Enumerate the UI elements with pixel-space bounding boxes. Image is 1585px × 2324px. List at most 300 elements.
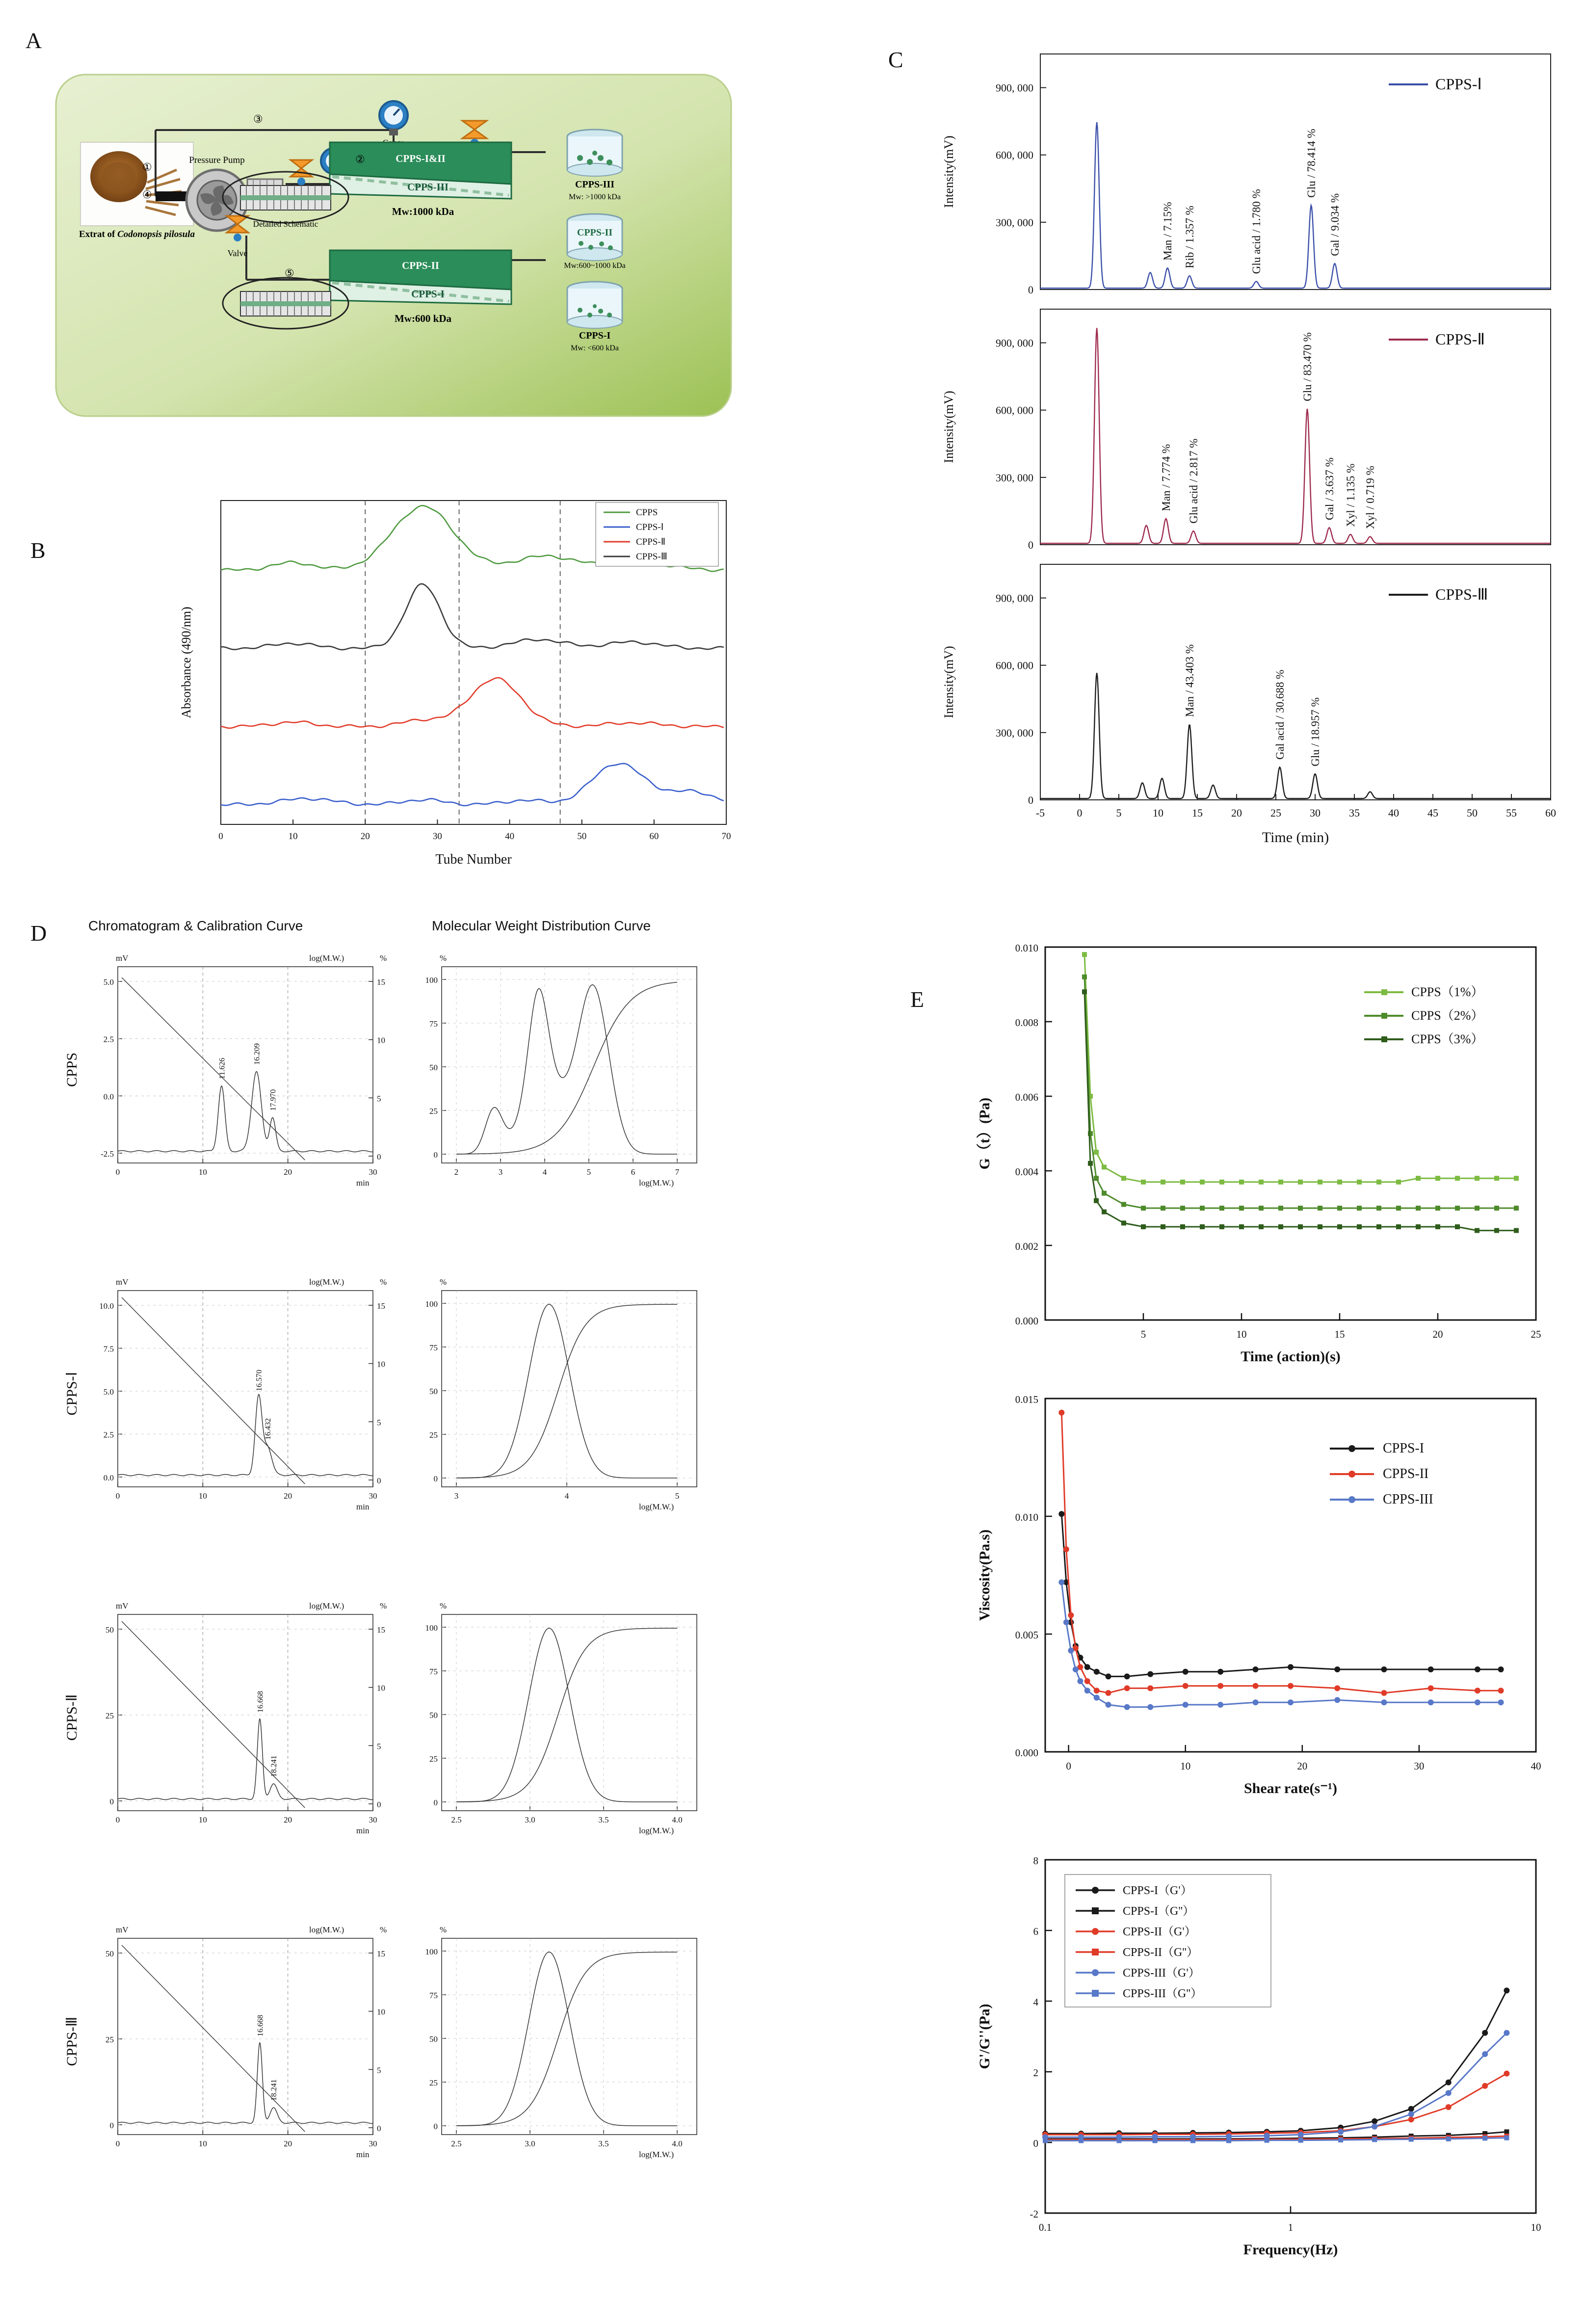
panel-a-extract-label: Extrat of Codonopsis pilosula [79,229,195,239]
panel-e-c2-ytick: 0.005 [1015,1629,1038,1641]
panel-d-left-frame-3 [118,1938,373,2135]
panel-d-right-ytick: 100 [425,1299,438,1309]
panel-c-legend-label: CPPS-Ⅱ [1435,330,1485,348]
panel-e-c2-marker [1106,1673,1111,1679]
panel-e-c2-marker [1498,1688,1504,1693]
panel-d-left-peak-label: 16.668 [256,2014,265,2036]
panel-e-c3-marker [1372,2118,1377,2124]
panel-e-c1-marker [1180,1180,1185,1185]
panel-e-c3-marker [1265,2138,1269,2143]
panel-e-c2-marker [1084,1688,1090,1693]
panel-e-c1-legend-label: CPPS（3%） [1411,1032,1484,1046]
panel-letter-a: A [26,28,42,53]
panel-e-c2-marker [1381,1690,1387,1696]
panel-d-left-ytick: 2.5 [103,1034,114,1044]
panel-e-c2-marker [1068,1648,1074,1654]
panel-e-c3-marker [1408,2111,1414,2117]
panel-d-left-xtick: 20 [284,1491,292,1501]
panel-e-c1-marker [1435,1206,1440,1211]
panel-e-c2-marker [1475,1666,1480,1672]
panel-e-c1-marker [1494,1228,1499,1233]
panel-e-c1-marker [1318,1224,1322,1229]
panel-d-left-xtick: 0 [115,1491,120,1501]
panel-c-peak-label: Rib / 1.357 % [1184,206,1196,268]
panel-e-c2-marker [1475,1688,1480,1693]
panel-e-c2-marker [1094,1669,1100,1675]
panel-e-c1-marker [1455,1176,1460,1181]
panel-c-xtick: 20 [1231,807,1242,819]
panel-d-right-ytick: 50 [429,1711,438,1720]
panel-e-c2-marker [1428,1685,1434,1691]
panel-e-c2-marker [1063,1546,1069,1552]
panel-d-left-y3unit-2: % [380,1601,387,1611]
panel-e-c1-ylabel: G（t）(Pa) [977,1097,993,1170]
panel-c-ytick: 600, 000 [996,659,1033,672]
panel-d-left-y2tick: 15 [377,977,385,987]
panel-e-c2-marker [1334,1685,1340,1691]
panel-e-c1-marker [1259,1206,1264,1211]
panel-d-right-ytick: 0 [433,1474,438,1483]
panel-b-chart [162,481,756,898]
panel-e-c3-ytick: 2 [1033,2067,1038,2079]
panel-d-left-peak-label: 11.626 [218,1057,227,1079]
panel-d-right-ytick: 50 [429,2034,438,2044]
panel-e-c3-legend-label: CPPS-III（G'） [1123,1967,1200,1980]
panel-e-c3-xlabel: Frequency(Hz) [1243,2242,1338,2258]
panel-e-c2-marker [1068,1612,1074,1618]
panel-e-c1-marker [1357,1224,1362,1229]
panel-d-right-ytick: 0 [433,1798,438,1807]
panel-e-c1-marker [1298,1180,1303,1185]
panel-e-c1-marker [1180,1206,1185,1211]
panel-e-c1-marker [1200,1180,1205,1185]
panel-d-right-xtick: 3 [498,1167,503,1177]
panel-e-c1-marker [1094,1150,1099,1155]
panel-d-left-xtick: 30 [369,1167,377,1177]
panel-e-c3-ytick: 6 [1033,1926,1038,1937]
panel-e-c2-ytick: 0.015 [1015,1394,1038,1405]
panel-a-pump-label: Pressure Pump [189,155,245,165]
panel-e-c2-marker [1217,1683,1223,1689]
svg-text:Mw:600 kDa: Mw:600 kDa [394,313,452,324]
panel-e-c2-marker [1334,1666,1340,1672]
panel-c-peak-label: Glu acid / 1.780 % [1250,189,1263,274]
panel-e-c2-marker [1183,1683,1189,1689]
panel-e-rheology [947,927,1560,2282]
panel-d-right-xtick: 4 [564,1491,569,1501]
svg-text:CPPS-II: CPPS-II [577,227,613,238]
panel-e-c3-marker [1117,2138,1122,2143]
panel-e-c3-marker [1408,2106,1414,2112]
panel-e-c2-marker [1183,1702,1189,1708]
panel-d-right-xtick: 3.5 [598,1815,609,1824]
panel-d-grid [59,913,854,2287]
panel-e-c3-marker [1446,2080,1452,2086]
panel-e-c2-marker [1147,1704,1153,1710]
panel-d-left-y2tick: 5 [377,1418,381,1427]
panel-d-right-ytick: 25 [429,1754,438,1764]
panel-e-c1-marker [1180,1224,1185,1229]
panel-e-c3-marker [1226,2138,1231,2143]
panel-d-left-xunit-3: min [356,2150,370,2159]
panel-d-right-frame-2 [442,1614,697,1811]
panel-e-c2-marker [1288,1699,1294,1705]
panel-e-c3-marker [1482,2030,1488,2036]
panel-e-c2-marker [1217,1702,1223,1708]
panel-d-right-xtick: 4.0 [672,2139,683,2148]
panel-e-c1-marker [1416,1206,1421,1211]
panel-e-c1-marker [1416,1176,1421,1181]
panel-e-c1-marker [1357,1206,1362,1211]
panel-b-xtick: 20 [360,831,370,842]
panel-e-c3-marker [1504,2030,1509,2036]
panel-d-left-peak-label: 16.570 [255,1370,264,1392]
panel-e-c3-ylabel: G'/G''(Pa) [977,2004,993,2069]
panel-e-c1-marker [1200,1206,1205,1211]
panel-d-left-xtick: 30 [369,1491,377,1501]
panel-c-peak-label: Gal / 3.637 % [1323,457,1336,520]
panel-d-left-y2unit-0: log(M.W.) [309,953,344,963]
panel-e-c3-marker [1338,2138,1343,2142]
panel-d-left-ytick: 0.0 [103,1473,114,1482]
panel-e-c1-marker [1141,1206,1146,1211]
panel-e-c2-xtick: 30 [1414,1760,1425,1772]
panel-e-c1-marker [1455,1206,1460,1211]
panel-d-left-y2tick: 10 [377,2007,385,2017]
panel-e-c1-marker [1337,1206,1342,1211]
svg-text:CPPS-III: CPPS-III [407,181,449,193]
panel-c-xtick: 35 [1349,807,1360,819]
panel-e-c3-marker [1482,2051,1488,2057]
panel-c-ytick: 0 [1028,284,1033,296]
panel-c-ytick: 600, 000 [996,149,1033,161]
panel-e-c3-legend-label: CPPS-II（G'） [1123,1926,1196,1938]
panel-c-legend-label: CPPS-Ⅰ [1435,75,1482,93]
svg-text:CPPS-III: CPPS-III [575,179,615,190]
panel-a-schematic [55,74,732,417]
panel-d-left-frame-1 [118,1291,373,1487]
panel-e-c3-legend-label: CPPS-III（G''） [1123,1987,1202,2000]
panel-d-right-xtick: 3.5 [598,2139,609,2148]
panel-e-c2-ytick: 0.000 [1015,1747,1038,1759]
panel-e-c1-xtick: 25 [1531,1328,1541,1340]
panel-d-right-xlabel-2: log(M.W.) [639,1826,674,1835]
panel-d-right-xtick: 2.5 [451,2139,462,2148]
panel-d-right-ytick: 50 [429,1387,438,1396]
svg-text:Mw:600~1000 kDa: Mw:600~1000 kDa [564,262,626,270]
panel-e-c2-marker [1094,1688,1100,1693]
panel-e-c2-ylabel: Viscosity(Pa.s) [977,1529,993,1621]
panel-c-xtick: 15 [1192,807,1203,819]
panel-d-left-y3unit-0: % [380,953,387,963]
panel-d-left-xtick: 0 [115,1815,120,1824]
panel-d-right-frame-0 [442,967,697,1163]
panel-e-c3-ytick: 0 [1033,2138,1038,2149]
panel-d-left-ytick: 25 [106,1711,114,1720]
panel-e-c2-legend-label: CPPS-I [1383,1441,1425,1456]
panel-d-left-peak-label: 16.668 [256,1690,265,1713]
panel-b-xtick: 60 [649,831,659,842]
panel-e-c2-marker [1381,1666,1387,1672]
panel-e-c2-marker [1428,1699,1434,1705]
panel-letter-e: E [910,987,925,1012]
panel-e-c1-marker [1435,1176,1440,1181]
panel-d-left-y2tick: 15 [377,1949,385,1958]
panel-d-left-ytick: 25 [106,2035,114,2044]
panel-e-c1-marker [1376,1180,1381,1185]
panel-c-peak-label: Glu acid / 2.817 % [1188,438,1200,524]
panel-e-c3-marker [1446,2090,1452,2096]
panel-c-legend-label: CPPS-Ⅲ [1435,585,1488,603]
panel-e-c1-marker [1298,1206,1303,1211]
panel-c-peak-label: Xyl / 0.719 % [1364,466,1376,529]
panel-d-left-y2tick: 5 [377,2065,381,2075]
panel-d-row-label-1: CPPS-Ⅰ [64,1372,80,1416]
panel-e-c3-xtick: 0.1 [1038,2221,1052,2233]
panel-d-left-ytick: 5.0 [103,977,114,987]
panel-b-xtick: 10 [288,831,298,842]
svg-text:CPPS-I: CPPS-I [579,330,611,341]
panel-e-c3-xtick: 10 [1531,2221,1541,2233]
panel-c-ytick: 0 [1028,539,1033,551]
panel-e-c1-marker [1082,975,1087,979]
panel-letter-b: B [30,538,46,563]
panel-e-c3-marker [1153,2138,1158,2143]
panel-e-c3-legend-label: CPPS-II（G''） [1123,1946,1199,1959]
panel-d-left-y2unit-1: log(M.W.) [309,1277,344,1287]
panel-d-right-xtick: 2 [454,1167,459,1177]
panel-e-c2-marker [1253,1666,1259,1672]
panel-d-right-xtick: 6 [631,1167,635,1177]
panel-d-left-ytick: 0.0 [103,1092,114,1102]
panel-e-c1-marker [1161,1224,1165,1229]
panel-e-c3-marker [1079,2138,1083,2143]
panel-d-right-ylabel-1: % [440,1277,447,1287]
panel-d-right-xtick: 4 [542,1167,547,1177]
panel-a-num-1: ① [142,161,152,173]
panel-e-c1-marker [1435,1224,1440,1229]
panel-e-c1-marker [1494,1176,1499,1181]
panel-e-c1-legend-label: CPPS（1%） [1411,985,1484,999]
panel-d-right-ytick: 0 [433,1150,438,1160]
panel-d-left-yunit-0: mV [116,953,129,963]
panel-d-left-xunit-0: min [356,1178,370,1188]
panel-e-frame [1045,947,1536,1320]
panel-e-c2-marker [1058,1410,1064,1416]
panel-e-c3-marker [1446,2137,1451,2141]
panel-e-c2-marker [1334,1697,1340,1703]
panel-e-c1-marker [1475,1176,1479,1181]
panel-d-row-label-2: CPPS-Ⅱ [64,1694,80,1741]
panel-e-c1-marker [1298,1224,1303,1229]
panel-c-xtick: 10 [1153,807,1163,819]
panel-d-left-peak-label: 17.970 [269,1089,278,1111]
panel-e-c3-ytick: 8 [1033,1855,1038,1867]
panel-e-c2-legend-label: CPPS-II [1383,1466,1429,1481]
panel-e-c2-xtick: 10 [1180,1760,1191,1772]
panel-d-left-xtick: 20 [284,2139,292,2148]
panel-c-xtick: 60 [1545,807,1556,819]
panel-e-c3-marker [1482,2136,1487,2140]
panel-e-c1-marker [1396,1224,1401,1229]
panel-e-c2-marker [1217,1669,1223,1675]
panel-e-c2-marker [1288,1664,1294,1670]
svg-text:Detailed Schematic: Detailed Schematic [253,219,318,229]
panel-e-c1-marker [1475,1228,1479,1233]
panel-d-left-y2tick: 10 [377,1035,385,1045]
panel-d-left-xtick: 20 [284,1167,292,1177]
jar-cpps-ii [564,214,626,270]
panel-e-c1-marker [1278,1206,1283,1211]
panel-e-c3-marker [1372,2137,1377,2142]
panel-d-right-xtick: 5 [675,1491,680,1501]
panel-c-xtick: 5 [1116,807,1122,819]
panel-e-c1-marker [1514,1176,1519,1181]
panel-c-xlabel: Time (min) [1262,829,1329,845]
panel-e-c1-marker [1219,1224,1224,1229]
panel-d-left-ytick: -2.5 [101,1149,114,1159]
panel-e-c1-marker [1475,1206,1479,1211]
panel-d-left-y2tick: 10 [377,1359,385,1369]
panel-e-c1-marker [1102,1164,1107,1169]
panel-e-c1-marker [1357,1180,1362,1185]
panel-b-xtick: 50 [577,831,587,842]
panel-d-right-ytick: 100 [425,1947,438,1956]
panel-d-right-ytick: 75 [429,1991,438,2000]
panel-d-left-xtick: 10 [198,1167,207,1177]
panel-e-c1-marker [1376,1224,1381,1229]
panel-c-ytick: 600, 000 [996,404,1033,417]
panel-letter-c: C [888,47,903,72]
panel-e-c2-marker [1253,1683,1259,1689]
panel-e-c1-marker [1239,1224,1244,1229]
svg-text:Mw: >1000 kDa: Mw: >1000 kDa [569,193,621,201]
panel-d-left-yunit-2: mV [116,1601,129,1611]
panel-e-c2-xtick: 0 [1066,1760,1071,1772]
panel-e-c2-marker [1058,1511,1064,1517]
panel-e-c1-marker [1094,1198,1099,1203]
panel-e-c1-marker [1161,1206,1165,1211]
panel-e-c1-ytick: 0.006 [1015,1091,1038,1103]
panel-d-right-xlabel-1: log(M.W.) [639,1502,674,1511]
panel-d-left-xtick: 10 [198,1491,207,1501]
panel-d-left-y2unit-3: log(M.W.) [309,1925,344,1934]
panel-e-c2-marker [1288,1683,1294,1689]
panel-d-left-xtick: 10 [198,1815,207,1824]
panel-d-left-peak-label: 18.241 [270,2079,279,2101]
panel-d-left-ytick: 0 [109,2121,114,2130]
panel-e-c3-xtick: 1 [1288,2221,1294,2233]
panel-e-c2-xtick: 40 [1531,1760,1541,1772]
panel-d-left-y2tick: 0 [377,1152,381,1162]
panel-c-xtick: 25 [1270,807,1281,819]
panel-e-c1-marker [1278,1224,1283,1229]
panel-c-peak-label: Xyl / 1.135 % [1345,463,1357,527]
panel-e-c1-marker [1514,1228,1519,1233]
panel-e-c2-marker [1124,1704,1130,1710]
panel-e-c2-marker [1475,1699,1480,1705]
panel-a-valve-label: Valve [227,248,248,258]
panel-a-num-2: ② [355,153,365,165]
panel-e-c1-xtick: 15 [1334,1328,1345,1340]
panel-e-c2-marker [1073,1666,1079,1672]
panel-c-peak-label: Man / 43.403 % [1184,644,1196,717]
panel-a-num-4: ④ [142,188,152,201]
panel-d-left-ytick: 0 [109,1797,114,1806]
panel-e-c1-ytick: 0.004 [1015,1166,1038,1178]
panel-b-xtick: 0 [218,831,223,842]
panel-d-left-y2tick: 5 [377,1094,381,1104]
panel-b-xtick: 40 [505,831,515,842]
panel-d-left-xtick: 10 [198,2139,207,2148]
panel-d-right-ytick: 25 [429,1430,438,1440]
panel-e-c1-marker [1514,1206,1519,1211]
panel-e-c1-xtick: 10 [1236,1328,1247,1340]
panel-e-c1-marker [1337,1180,1342,1185]
panel-e-c2-marker [1124,1685,1130,1691]
panel-e-c2-xlabel: Shear rate(s⁻¹) [1243,1780,1338,1796]
panel-c-peak-label: Glu / 18.957 % [1309,697,1321,766]
panel-e-c1-marker [1494,1206,1499,1211]
panel-e-c1-marker [1121,1176,1126,1181]
panel-e-c3-marker [1409,2137,1414,2142]
panel-b [162,481,756,898]
panel-e-c2-marker [1381,1699,1387,1705]
panel-e-c1-marker [1082,952,1087,957]
panel-e-c1-marker [1318,1206,1322,1211]
panel-d-left-xtick: 20 [284,1815,292,1824]
panel-d-left-ytick: 10.0 [99,1301,114,1311]
panel-e-c3-marker [1482,2083,1488,2089]
panel-e-frame [1045,1399,1536,1752]
panel-d-left-y2unit-2: log(M.W.) [309,1601,344,1611]
panel-e-c2-marker [1147,1685,1153,1691]
panel-e-c2-xtick: 20 [1297,1760,1308,1772]
panel-c [918,39,1565,893]
panel-e-c1-marker [1239,1206,1244,1211]
panel-e-c1-ytick: 0.008 [1015,1017,1038,1029]
panel-c-peak-label: Gal acid / 30.688 % [1274,669,1286,760]
panel-c-xtick: 55 [1506,807,1517,819]
panel-e [947,927,1560,2282]
panel-d-right-ytick: 25 [429,1107,438,1116]
panel-d-left-ytick: 2.5 [103,1430,114,1440]
panel-e-c1-marker [1082,989,1087,994]
panel-e-c3-marker [1408,2116,1414,2122]
panel-e-c1-marker [1141,1224,1146,1229]
svg-text:CPPS-I&II: CPPS-I&II [396,153,446,164]
panel-d-left-xtick: 30 [369,2139,377,2148]
panel-d-left-ytick: 5.0 [103,1387,114,1397]
panel-e-c3-legend-label: CPPS-I（G''） [1123,1905,1195,1918]
panel-d-right-ytick: 50 [429,1063,438,1072]
panel-e-c2-marker [1106,1690,1111,1696]
panel-c-peak-label: Man / 7.774 % [1160,444,1172,511]
panel-c-chromatograms [918,39,1565,893]
panel-e-c3-marker [1446,2104,1452,2110]
panel-e-c1-marker [1121,1220,1126,1225]
panel-e-c1-marker [1259,1180,1264,1185]
panel-e-c2-marker [1147,1671,1153,1677]
panel-e-c2-marker [1253,1699,1259,1705]
panel-d-col-title-left: Chromatogram & Calibration Curve [88,918,303,933]
panel-e-c3-ytick: 4 [1033,1996,1038,2008]
panel-d-right-ylabel-0: % [440,953,447,963]
panel-e-c3-marker [1372,2124,1377,2130]
panel-e-c3-marker [1504,2129,1509,2134]
panel-b-legend-label: CPPS-Ⅱ [636,537,666,547]
panel-e-c1-marker [1278,1180,1283,1185]
